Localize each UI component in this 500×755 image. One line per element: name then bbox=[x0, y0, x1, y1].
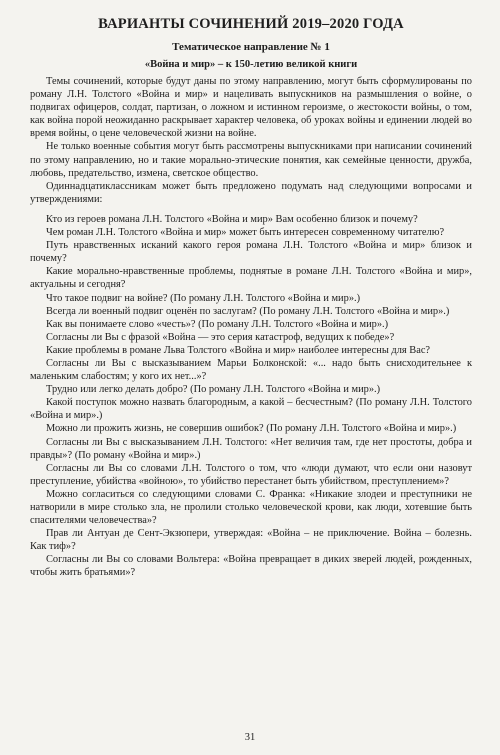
question-item: Как вы понимаете слово «честь»? (По роману Л.Н. Толстого «Война и мир».) bbox=[46, 318, 389, 330]
question-item: Какие проблемы в романе Льва Толстого «Война и мир» наиболее интересны для Вас? bbox=[46, 344, 431, 356]
page-number: 31 bbox=[244, 732, 256, 743]
question-item: Кто из героев романа Л.Н. Толстого «Война и мир» Вам особенно близок и почему? bbox=[46, 213, 418, 225]
question-item: Какой поступок можно назвать благородным, а какой – бесчестным? (По роману Л.Н. Толстого «Война и мир».) bbox=[30, 397, 472, 422]
question-item: Согласны ли Вы с фразой «Война — это серия катастроф, ведущих к победе»? bbox=[46, 331, 395, 343]
question-item: Согласны ли Вы со словами Вольтера: «Война превращает в диких зверей людей, рожденных, чтобы жить братьями»? bbox=[30, 554, 472, 579]
question-list bbox=[30, 213, 472, 580]
question-item: Можно ли прожить жизнь, не совершив ошибок? (По роману Л.Н. Толстого «Война и мир».) bbox=[46, 423, 457, 435]
question-item: Согласны ли Вы со словами Л.Н. Толстого о том, что «люди думают, что если они назовут преступление, убийства «войною», то убийство перестанет быть убийством, преступлением»? bbox=[30, 462, 472, 487]
question-item: Что такое подвиг на войне? (По роману Л.Н. Толстого «Война и мир».) bbox=[46, 292, 361, 304]
question-item: Всегда ли военный подвиг оценён по заслугам? (По роману Л.Н. Толстого «Война и мир».) bbox=[46, 305, 450, 317]
question-item: Чем роман Л.Н. Толстого «Война и мир» может быть интересен современному читателю? bbox=[46, 227, 445, 239]
section-subtitle: Тематическое направление № 1 bbox=[172, 41, 330, 53]
section-topic: «Война и мир» – к 150-летию великой книги bbox=[144, 59, 358, 70]
intro-paragraph: Не только военные события могут быть рассмотрены выпускниками при написании сочинений по этому направлению, но и такие морально-этические понятия, как семейные ценности, дружба, любовь, предательство, измена, светское общество. bbox=[30, 141, 472, 179]
question-item: Прав ли Антуан де Сент-Экзюпери, утверждая: «Война – не приключение. Война – болезнь. Как тиф»? bbox=[30, 528, 472, 553]
question-item: Согласны ли Вы с высказыванием Л.Н. Толстого: «Нет величия там, где нет простоты, добра и правды»? (По роману «Война и мир».) bbox=[30, 436, 472, 461]
question-item: Трудно или легко делать добро? (По роману Л.Н. Толстого «Война и мир».) bbox=[46, 384, 381, 396]
page-title: ВАРИАНТЫ СОЧИНЕНИЙ 2019–2020 ГОДА bbox=[98, 16, 404, 32]
question-item: Какие морально-нравственные проблемы, поднятые в романе Л.Н. Толстого «Война и мир», актуальны и сегодня? bbox=[30, 266, 472, 291]
question-item: Путь нравственных исканий какого героя романа Л.Н. Толстого «Война и мир» близок и почему? bbox=[30, 240, 472, 265]
intro-paragraph: Одиннадцатиклассникам может быть предложено подумать над следующими вопросами и утверждениями: bbox=[30, 180, 472, 205]
question-item: Можно согласиться со следующими словами С. Франка: «Никакие злодеи и преступники не натворили в мире столько зла, не пролили столько человеческой крови, как люди, хотевшие быть спасителями человечества»? bbox=[30, 488, 472, 527]
question-item: Согласны ли Вы с высказыванием Марьи Болконской: «... надо быть снисходительнее к маленьким слабостям; у кого их нет...»? bbox=[30, 357, 472, 383]
intro-paragraph: Темы сочинений, которые будут даны по этому направлению, могут быть сформулированы по роману Л.Н. Толстого «Война и мир» и нацеливать выпускников на размышления о войне, о подвигах офицеров, солдат, партизан, о ложном и истинном героизме, о жестокости войны, о том, как война порой неожиданно раскрывает характер человека, об уроках войны и единении людей во время войны, о цене человеческой жизни на войне. bbox=[30, 76, 472, 140]
